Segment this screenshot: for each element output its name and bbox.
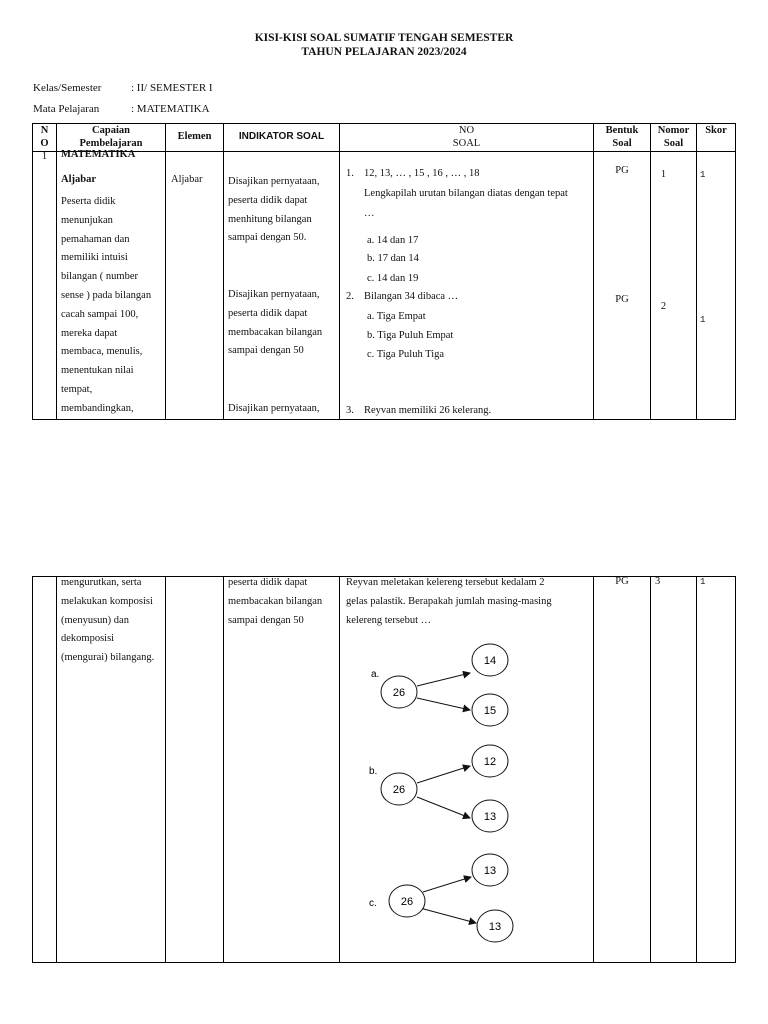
q3-text-line: gelas palastik. Berapakah jumlah masing-masing — [346, 595, 552, 607]
indikator-line: Disajikan pernyataan, — [228, 289, 320, 300]
q3-option-c-arrow-top — [423, 877, 471, 892]
q3-option-c-total: 26 — [400, 896, 414, 908]
nomor-q2: 2 — [660, 301, 667, 312]
capaian-line: membaca, menulis, — [61, 346, 143, 358]
capaian-line: mengurutkan, serta — [61, 577, 142, 588]
q3-option-b-label: b. — [369, 766, 378, 777]
elemen-value: Aljabar — [171, 174, 203, 185]
header-skor: Skor — [705, 125, 727, 136]
q1-sequence: 12, 13, … , 15 , 16 , … , 18 — [364, 168, 480, 179]
indikator-line: sampai dengan 50 — [228, 345, 304, 357]
indikator-3 — [228, 574, 338, 630]
q1-number: 1. — [346, 168, 354, 179]
kelas-label: Kelas/Semester — [33, 82, 102, 94]
skor-q2: 1 — [700, 315, 706, 325]
q3-text-start: Reyvan memiliki 26 kelerang. — [364, 405, 492, 416]
capaian-line: pemahaman dan — [61, 233, 130, 245]
q3-option-a-arrow-top — [417, 673, 470, 686]
nomor-q3: 3 — [655, 576, 661, 587]
indikator-line: membacakan bilangan — [228, 326, 323, 338]
q3-option-b-arrow-top — [417, 766, 470, 783]
q3-option-diagrams — [340, 640, 593, 950]
skor-q3: 1 — [700, 577, 706, 587]
capaian-line: Peserta didik — [61, 196, 116, 207]
document-title: KISI-KISI SOAL SUMATIF TENGAH SEMESTER — [254, 32, 514, 44]
capaian-text-page1 — [61, 193, 165, 419]
q3-option-a-total: 26 — [392, 687, 406, 699]
q3-option-c-part2: 13 — [488, 921, 502, 933]
q2-text: Bilangan 34 dibaca … — [364, 291, 459, 302]
header-nomor — [651, 125, 696, 150]
header-soal — [340, 125, 593, 150]
indikator-line: sampai dengan 50 — [228, 614, 304, 626]
q3-number: 3. — [346, 405, 354, 416]
header-capaian-line1: Capaian — [92, 125, 130, 136]
indikator-3-start: Disajikan pernyataan, — [228, 403, 320, 414]
indikator-line: peserta didik dapat — [228, 194, 308, 206]
indikator-line: sampai dengan 50. — [228, 232, 307, 244]
header-no — [33, 125, 56, 150]
header-bentuk-line1: Bentuk — [605, 125, 639, 136]
bentuk-q3: PG — [615, 576, 629, 587]
q2-option-a: a. Tiga Empat — [367, 311, 426, 322]
document-subtitle: TAHUN PELAJARAN 2023/2024 — [301, 46, 467, 58]
header-soal-line1: NO — [458, 125, 475, 136]
q3-text — [346, 574, 591, 630]
mapel-value: : MATEMATIKA — [131, 103, 210, 115]
header-no-line2: O — [40, 137, 49, 149]
nomor-q1: 1 — [660, 169, 667, 180]
q3-option-b-part1: 12 — [483, 756, 497, 768]
indikator-line: peserta didik dapat — [228, 307, 308, 319]
q1-instruction-cont: … — [364, 208, 375, 219]
indikator-line: membacakan bilangan — [228, 595, 323, 607]
capaian-line: mereka dapat — [61, 327, 118, 339]
q2-option-b: b. Tiga Puluh Empat — [367, 330, 454, 341]
header-no-line1: N — [40, 125, 49, 136]
q3-option-a-part1: 14 — [483, 655, 497, 667]
header-elemen: Elemen — [177, 131, 212, 142]
capaian-subheading: Aljabar — [61, 174, 96, 185]
q2-number: 2. — [346, 291, 354, 302]
q3-option-a-label: a. — [371, 669, 380, 680]
indikator-1 — [228, 173, 338, 248]
header-capaian-line2: Pembelajaran — [79, 137, 143, 149]
bentuk-q2: PG — [615, 294, 629, 305]
capaian-line: (mengurai) bilangang. — [61, 652, 155, 664]
capaian-line: memiliki intuisi — [61, 252, 128, 264]
bentuk-q1: PG — [615, 165, 629, 176]
indikator-line: Disajikan pernyataan, — [228, 176, 320, 187]
capaian-line: menentukan nilai — [61, 365, 134, 377]
q1-option-c: c. 14 dan 19 — [367, 273, 419, 284]
header-bentuk — [594, 125, 650, 150]
q1-instruction: Lengkapilah urutan bilangan diatas dengan tepat — [364, 188, 568, 199]
q3-text-line: Reyvan meletakan kelereng tersebut kedalam 2 — [346, 577, 545, 588]
q1-option-a: a. 14 dan 17 — [367, 235, 419, 246]
header-capaian — [57, 125, 165, 150]
mapel-label: Mata Pelajaran — [33, 103, 100, 115]
q3-option-c-part1: 13 — [483, 865, 497, 877]
header-nomor-line2: Soal — [663, 137, 684, 149]
indikator-2 — [228, 286, 338, 361]
capaian-line: tempat, — [61, 383, 93, 395]
capaian-line: membandingkan, — [61, 402, 134, 414]
q3-option-b-total: 26 — [392, 784, 406, 796]
q1-option-b: b. 17 dan 14 — [367, 253, 419, 264]
skor-q1: 1 — [700, 170, 706, 180]
q3-option-b-arrow-bottom — [417, 797, 470, 818]
capaian-line: melakukan komposisi — [61, 595, 153, 607]
q3-option-a-arrow-bottom — [417, 698, 470, 710]
q3-option-a-part2: 15 — [483, 705, 497, 717]
header-nomor-line1: Nomor — [657, 125, 690, 136]
indikator-line: menhitung bilangan — [228, 213, 312, 225]
capaian-text-page2 — [61, 574, 165, 668]
indikator-line: peserta didik dapat — [228, 577, 308, 588]
capaian-heading: MATEMATIKA — [61, 149, 136, 160]
capaian-line: dekomposisi — [61, 633, 115, 645]
row-number: 1 — [41, 151, 48, 162]
q3-option-c-arrow-bottom — [420, 908, 476, 923]
capaian-line: menunjukan — [61, 214, 113, 226]
capaian-line: (menyusun) dan — [61, 614, 129, 626]
q3-option-b-part2: 13 — [483, 811, 497, 823]
header-soal-line2: SOAL — [452, 137, 481, 149]
q2-option-c: c. Tiga Puluh Tiga — [367, 349, 445, 360]
header-indikator: INDIKATOR SOAL — [238, 131, 325, 142]
capaian-line: sense ) pada bilangan — [61, 289, 152, 301]
q3-option-c-label: c. — [369, 898, 377, 909]
capaian-line: bilangan ( number — [61, 271, 138, 283]
q3-text-line: kelereng tersebut … — [346, 614, 432, 626]
kelas-value: : II/ SEMESTER I — [131, 82, 213, 94]
capaian-line: cacah sampai 100, — [61, 308, 139, 320]
header-bentuk-line2: Soal — [612, 137, 632, 149]
